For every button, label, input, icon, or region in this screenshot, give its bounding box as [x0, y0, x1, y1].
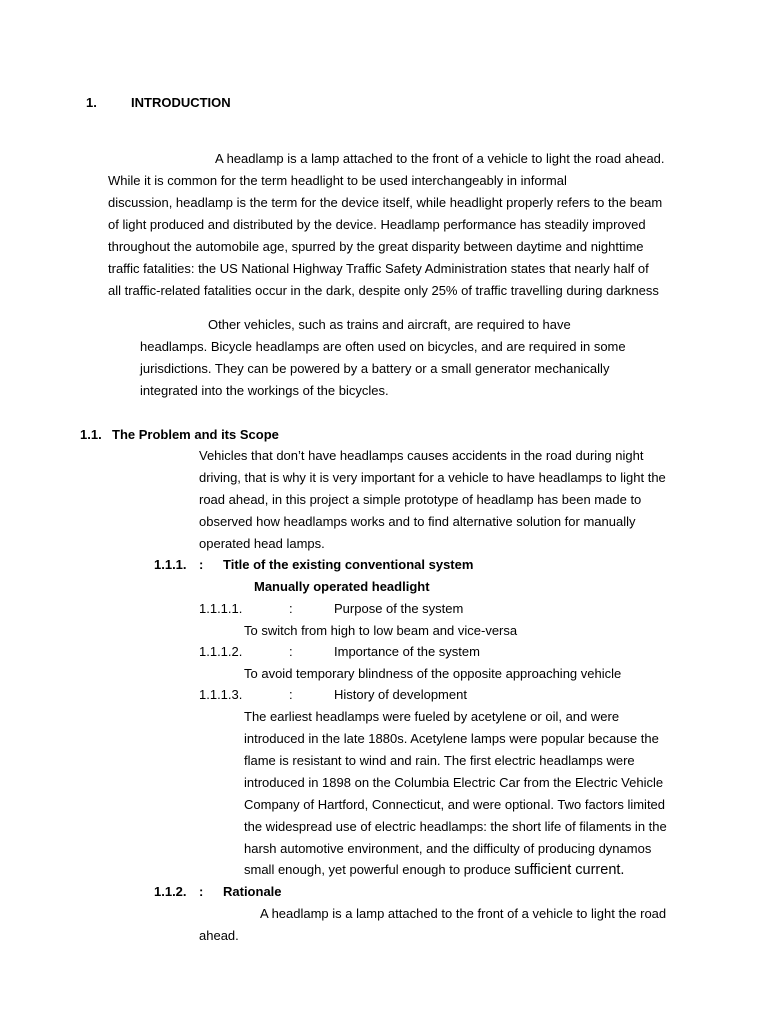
section-1-1-number: 1.1.	[80, 427, 102, 442]
section-1-1-2-colon: :	[199, 884, 204, 899]
sub-item-number: 1.1.1.3.	[199, 687, 243, 702]
sub-item-title: Importance of the system	[334, 644, 480, 659]
intro-p1-line: discussion, headlamp is the term for the device itself, while headlight properly refers to the beam	[108, 195, 663, 210]
history-line: introduced in 1898 on the Columbia Electric Car from the Electric Vehicle	[244, 775, 664, 790]
intro-p1-line: traffic fatalities: the US National Highway Traffic Safety Administration states that nearly half of	[108, 261, 649, 276]
sub-item-text: To switch from high to low beam and vice-versa	[244, 623, 518, 638]
section-1-1-2-number: 1.1.2.	[154, 884, 187, 899]
sub-item-colon: :	[289, 644, 293, 659]
sub-item-number: 1.1.1.1.	[199, 601, 243, 616]
intro-p2-line: jurisdictions. They can be powered by a battery or a small generator mechanically	[140, 361, 610, 376]
section-1-1-2-line: ahead.	[199, 928, 239, 943]
sub-item-title: History of development	[334, 687, 467, 702]
intro-p2-line: Other vehicles, such as trains and aircraft, are required to have	[208, 317, 571, 332]
history-last-main: small enough, yet powerful enough to produce	[244, 862, 515, 877]
heading-number: 1.	[86, 95, 97, 110]
intro-p1-line: While it is common for the term headlight to be used interchangeably in informal	[108, 173, 567, 188]
history-last-line	[244, 859, 624, 881]
history-last-tail: sufficient current.	[514, 862, 625, 878]
sub-item-text: To avoid temporary blindness of the opposite approaching vehicle	[244, 666, 622, 681]
intro-p1-line: of light produced and distributed by the device. Headlamp performance has steadily improved	[108, 217, 646, 232]
history-line: harsh automotive environment, and the difficulty of producing dynamos	[244, 841, 652, 856]
section-1-1-1-subtitle: Manually operated headlight	[254, 579, 430, 594]
section-1-1-line: driving, that is why it is very important for a vehicle to have headlamps to light the	[199, 470, 666, 485]
sub-item-number: 1.1.1.2.	[199, 644, 243, 659]
section-1-1-2-title: Rationale	[223, 884, 282, 899]
section-1-1-line: operated head lamps.	[199, 536, 325, 551]
intro-p1-line: all traffic-related fatalities occur in the dark, despite only 25% of traffic travelling during darkness	[108, 283, 659, 298]
intro-p1-line: throughout the automobile age, spurred by the great disparity between daytime and nighttime	[108, 239, 644, 254]
section-1-1-title: The Problem and its Scope	[112, 427, 279, 442]
section-1-1-2-line: A headlamp is a lamp attached to the front of a vehicle to light the road	[260, 906, 667, 921]
intro-p1-line: A headlamp is a lamp attached to the front of a vehicle to light the road ahead.	[215, 151, 665, 166]
sub-item-title: Purpose of the system	[334, 601, 464, 616]
section-1-1-1-colon: :	[199, 557, 204, 572]
intro-p2-line: integrated into the workings of the bicycles.	[140, 383, 389, 398]
history-line: the widespread use of electric headlamps: the short life of filaments in the	[244, 819, 667, 834]
section-1-1-1-title: Title of the existing conventional system	[223, 557, 474, 572]
history-line: Company of Hartford, Connecticut, and were optional. Two factors limited	[244, 797, 666, 812]
history-line: The earliest headlamps were fueled by acetylene or oil, and were	[244, 709, 620, 724]
history-line: introduced in the late 1880s. Acetylene lamps were popular because the	[244, 731, 659, 746]
intro-p2-line: headlamps. Bicycle headlamps are often used on bicycles, and are required in some	[140, 339, 626, 354]
section-1-1-1-number: 1.1.1.	[154, 557, 187, 572]
sub-item-colon: :	[289, 687, 293, 702]
section-1-1-line: observed how headlamps works and to find alternative solution for manually	[199, 514, 636, 529]
page-title: INTRODUCTION	[131, 95, 231, 110]
sub-item-colon: :	[289, 601, 293, 616]
section-1-1-line: road ahead, in this project a simple prototype of headlamp has been made to	[199, 492, 642, 507]
section-1-1-line: Vehicles that don’t have headlamps causes accidents in the road during night	[199, 448, 644, 463]
history-line: flame is resistant to wind and rain. The first electric headlamps were	[244, 753, 635, 768]
